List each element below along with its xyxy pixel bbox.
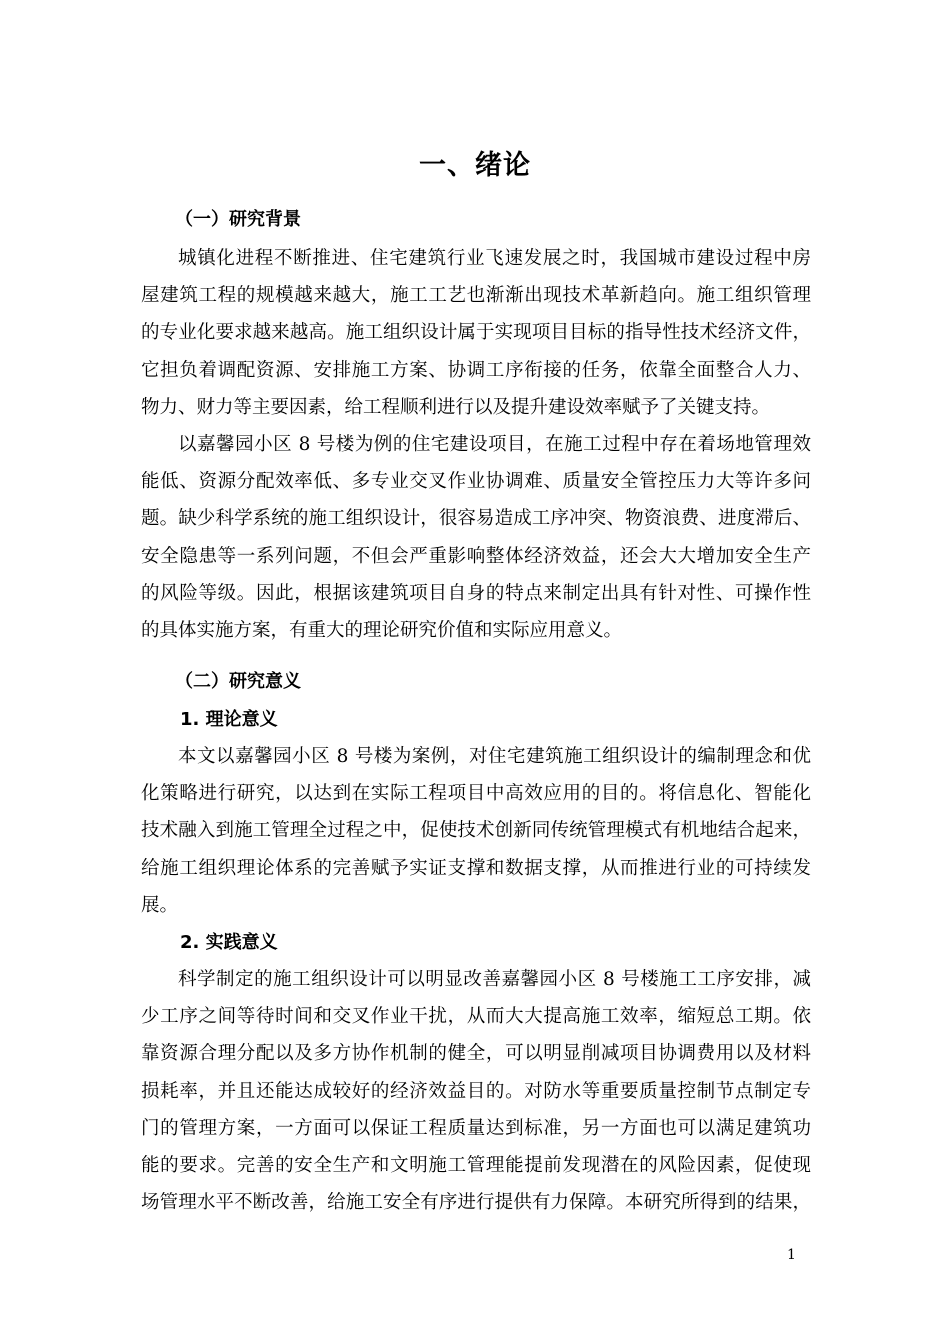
text-line: 的风险等级。因此，根据该建筑项目自身的特点来制定出具有针对性、可操作性: [141, 582, 811, 604]
text-line: 能的要求。完善的安全生产和文明施工管理能提前发现潜在的风险因素，促使现: [141, 1155, 811, 1177]
text-line: 以嘉馨园小区 8 号楼为例的住宅建设项目，在施工过程中存在着场地管理效: [178, 434, 811, 455]
chapter-title: 一、绪论: [419, 150, 531, 181]
text-line: 城镇化进程不断推进、住宅建筑行业飞速发展之时，我国城市建设过程中房: [178, 248, 811, 269]
text-line: 展。: [141, 894, 179, 916]
paragraph-theory: [141, 738, 811, 924]
text-line: 能低、资源分配效率低、多专业交叉作业协调难、质量安全管控压力大等许多问: [141, 471, 811, 493]
paragraph-background-1: [141, 240, 811, 426]
text-line: 的专业化要求越来越高。施工组织设计属于实现项目目标的指导性技术经济文件，: [141, 322, 811, 344]
subsection-heading-practice: 2. 实践意义: [180, 932, 278, 953]
section-heading-significance: （二）研究意义: [175, 671, 301, 692]
text-line: 门的管理方案，一方面可以保证工程质量达到标准，另一方面也可以满足建筑功: [141, 1117, 811, 1139]
section-heading-background: （一）研究背景: [175, 209, 301, 230]
text-line: 题。缺少科学系统的施工组织设计，很容易造成工序冲突、物资浪费、进度滞后、: [141, 508, 811, 530]
text-line: 屋建筑工程的规模越来越大，施工工艺也渐渐出现技术革新趋向。施工组织管理: [141, 285, 811, 307]
text-line: 技术融入到施工管理全过程之中，促使技术创新同传统管理模式有机地结合起来，: [141, 820, 811, 842]
text-line: 科学制定的施工组织设计可以明显改善嘉馨园小区 8 号楼施工工序安排，减: [178, 969, 811, 990]
text-line: 化策略进行研究，以达到在实际工程项目中高效应用的目的。将信息化、智能化: [141, 783, 811, 805]
text-line: 本文以嘉馨园小区 8 号楼为案例，对住宅建筑施工组织设计的编制理念和优: [178, 746, 811, 767]
text-line: 的具体实施方案，有重大的理论研究价值和实际应用意义。: [141, 620, 623, 642]
page-number: 1: [787, 1247, 796, 1263]
paragraph-background-2: [141, 426, 811, 649]
paragraph-practice: [141, 961, 811, 1221]
text-line: 给施工组织理论体系的完善赋予实证支撑和数据支撑，从而推进行业的可持续发: [141, 857, 811, 879]
text-line: 场管理水平不断改善，给施工安全有序进行提供有力保障。本研究所得到的结果，: [141, 1192, 811, 1214]
text-line: 靠资源合理分配以及多方协作机制的健全，可以明显削减项目协调费用以及材料: [141, 1043, 811, 1065]
text-line: 安全隐患等一系列问题，不但会严重影响整体经济效益，还会大大增加安全生产: [141, 545, 811, 567]
text-line: 物力、财力等主要因素，给工程顺利进行以及提升建设效率赋予了关键支持。: [141, 396, 771, 418]
text-line: 它担负着调配资源、安排施工方案、协调工序衔接的任务，依靠全面整合人力、: [141, 359, 811, 381]
text-line: 少工序之间等待时间和交叉作业干扰，从而大大提高施工效率，缩短总工期。依: [141, 1006, 811, 1028]
text-line: 损耗率，并且还能达成较好的经济效益目的。对防水等重要质量控制节点制定专: [141, 1080, 811, 1102]
subsection-heading-theory: 1. 理论意义: [180, 709, 278, 730]
